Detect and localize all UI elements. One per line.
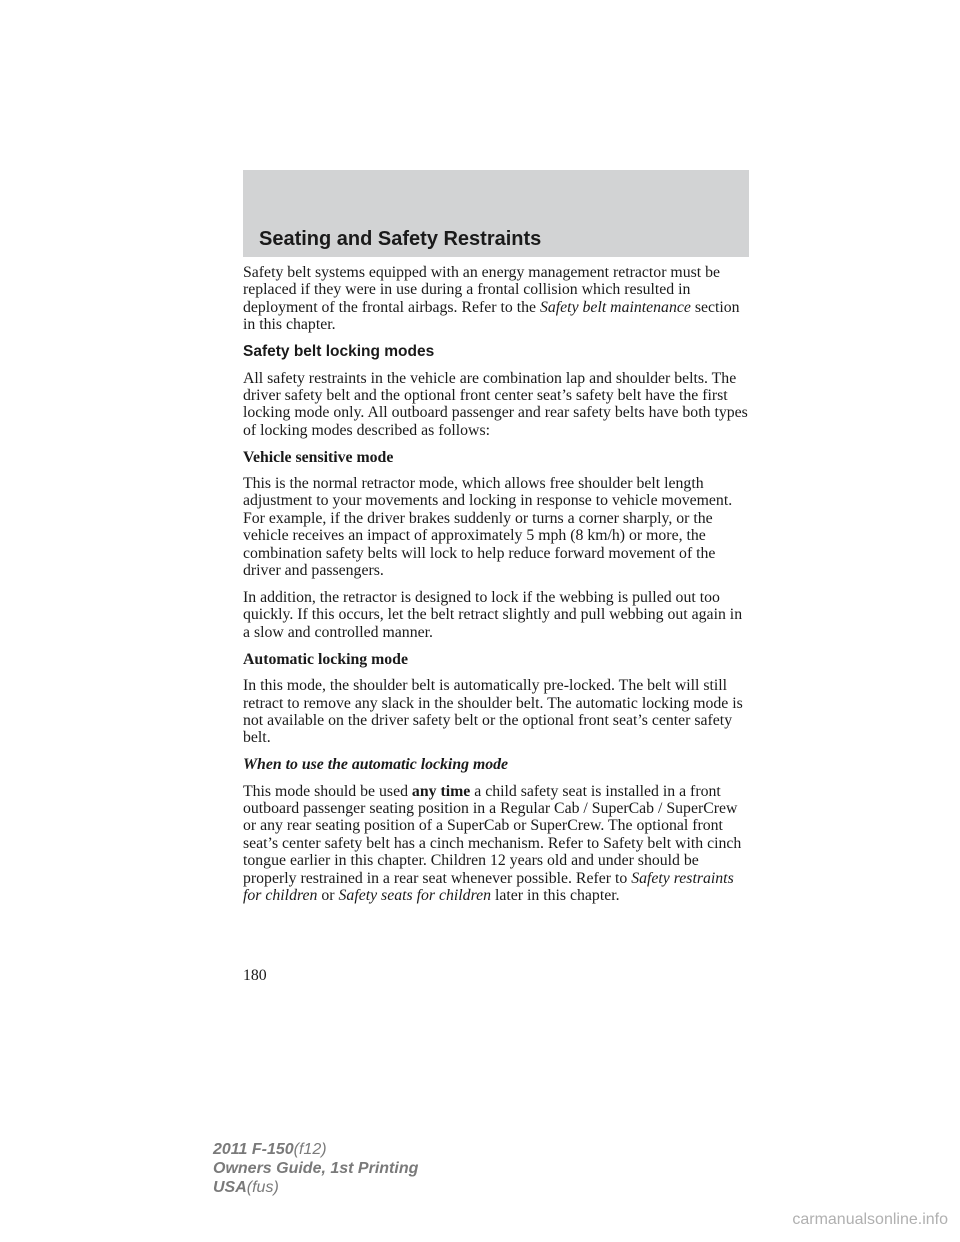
paragraph-text: This mode should be used (243, 782, 412, 800)
footer-line-model (213, 1140, 418, 1159)
cross-reference: Safety seats for children (338, 887, 492, 905)
paragraph-text: Safety belt systems equipped with an energy management retractor must be replaced if they were in use during a frontal collision which resulted in deployment of the frontal airbags. Refer to the (243, 264, 720, 316)
paragraph-locking-intro: All safety restraints in the vehicle are combination lap and shoulder belts. The driver safety belt and the optional front center seat’s safety belt have the first locking mode only. All outboard passenger and rear safety belts have both types of locking modes described as follows: (243, 369, 748, 439)
footer-model: 2011 F-150 (213, 1141, 294, 1158)
heading-locking-modes: Safety belt locking modes (243, 343, 435, 361)
heading-vehicle-sensitive-mode: Vehicle sensitive mode (243, 448, 394, 466)
cross-reference: Safety belt maintenance (539, 298, 691, 316)
paragraph-retractor-lock: In addition, the retractor is designed to lock if the webbing is pulled out too quickly. If this occurs, let the belt retract slightly and pull webbing out again in a slow and controlled manner. (243, 589, 743, 641)
emphasis-any-time: any time (411, 782, 471, 800)
paragraph-automatic-locking: In this mode, the shoulder belt is automatically pre-locked. The belt will still retract to remove any slack in the shoulder belt. The automatic locking mode is not available on the driver safety belt or the optional front seat’s center safety belt. (243, 677, 743, 747)
cross-reference: Safety restraints for children (243, 869, 734, 905)
paragraph-text: later in this chapter. (491, 887, 620, 905)
heading-automatic-locking-mode: Automatic locking mode (243, 650, 408, 668)
footer-printing: Owners Guide, 1st Printing (213, 1160, 419, 1177)
watermark: carmanualsonline.info (792, 1211, 948, 1228)
section-header (243, 170, 749, 257)
section-title: Seating and Safety Restraints (259, 228, 542, 250)
page-body (243, 264, 753, 914)
paragraph-text: a child safety seat is installed in a front outboard passenger seating position in a Regular Cab / SuperCab / SuperCrew or any rear seating position of a SuperCab or SuperCrew. The optional front seat’s center safety belt has a cinch mechanism. Refer to Safety belt with cinch tongue earlier in this chapter. Children 12 years old and under should be properly restrained in a rear seat whenever possible. Refer to (243, 782, 742, 887)
footer-model-code: (f12) (293, 1141, 327, 1158)
paragraph-text: or (317, 887, 339, 905)
paragraph-text: section in this chapter. (243, 298, 740, 334)
footer-market: USA (213, 1179, 247, 1196)
print-footer (213, 1140, 418, 1197)
paragraph-vehicle-sensitive: This is the normal retractor mode, which allows free shoulder belt length adjustment to your movements and locking in response to vehicle movement. For example, if the driver brakes suddenly or turns a corner sharply, or the vehicle receives an impact of approximately 5 mph (8 km/h) or more, the combination safety belts will lock to help reduce forward movement of the driver and passengers. (243, 475, 733, 580)
paragraph-energy-retractor (243, 264, 753, 334)
footer-line-market (213, 1178, 418, 1197)
heading-when-to-use: When to use the automatic locking mode (243, 756, 509, 774)
page-number: 180 (243, 967, 267, 984)
footer-market-code: (fus) (246, 1179, 279, 1196)
paragraph-when-to-use (243, 783, 753, 905)
